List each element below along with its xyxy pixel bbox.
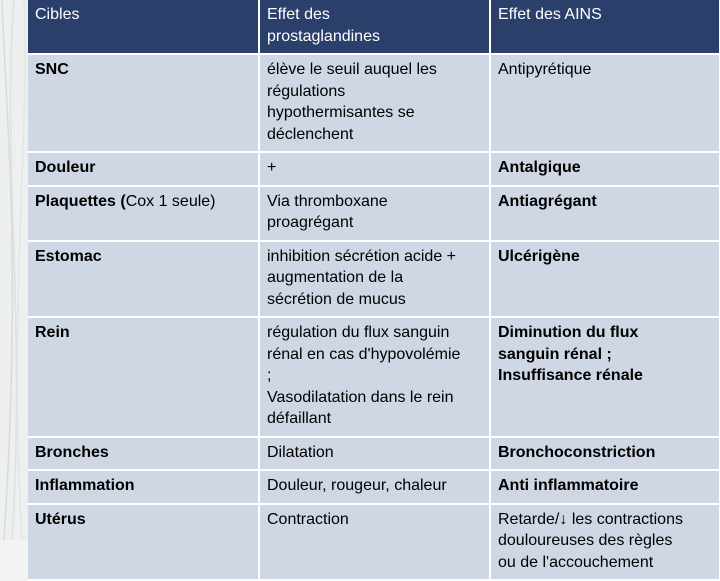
table-row: [28, 186, 720, 241]
table-row: [28, 504, 720, 581]
row-pg-effect: régulation du flux sanguin rénal en cas d'hypovolémie ; Vasodilatation dans le rein défaillant: [259, 317, 490, 437]
decorative-curves: [0, 0, 30, 540]
row-pg-effect: inhibition sécrétion acide + augmentation de la sécrétion de mucus: [259, 241, 490, 318]
row-ains-effect: Antipyrétique: [490, 54, 720, 152]
header-cibles: Cibles: [28, 0, 259, 54]
row-target: [28, 186, 259, 241]
table-row: [28, 241, 720, 318]
row-pg-effect: élève le seuil auquel les régulations hypothermisantes se déclenchent: [259, 54, 490, 152]
header-ains: Effet des AINS: [490, 0, 720, 54]
table-row: [28, 54, 720, 152]
header-prostaglandines: Effet des prostaglandines: [259, 0, 490, 54]
row-ains-effect: Antalgique: [490, 152, 720, 186]
table-row: [28, 317, 720, 437]
row-target: Estomac: [28, 241, 259, 318]
row-pg-effect: Via thromboxane proagrégant: [259, 186, 490, 241]
table-row: [28, 470, 720, 504]
row-ains-effect: Ulcérigène: [490, 241, 720, 318]
row-target: Douleur: [28, 152, 259, 186]
row-target: SNC: [28, 54, 259, 152]
row-target: Inflammation: [28, 470, 259, 504]
row-target: Utérus: [28, 504, 259, 581]
row-pg-effect: +: [259, 152, 490, 186]
table-row: [28, 437, 720, 471]
row-ains-effect: Anti inflammatoire: [490, 470, 720, 504]
row-pg-effect: Contraction: [259, 504, 490, 581]
table-header-row: [28, 0, 720, 54]
row-ains-effect: Diminution du flux sanguin rénal ; Insuffisance rénale: [490, 317, 720, 437]
row-target-bold: Plaquettes (: [35, 192, 126, 210]
row-target: Bronches: [28, 437, 259, 471]
row-pg-effect: Dilatation: [259, 437, 490, 471]
row-ains-effect: Bronchoconstriction: [490, 437, 720, 471]
nsaid-effects-table: [28, 0, 720, 581]
decorative-side-panel: [0, 0, 30, 540]
row-ains-effect: Antiagrégant: [490, 186, 720, 241]
row-pg-effect: Douleur, rougeur, chaleur: [259, 470, 490, 504]
row-target: Rein: [28, 317, 259, 437]
row-ains-effect: Retarde/↓ les contractions douloureuses des règles ou de l'accouchement: [490, 504, 720, 581]
row-target-normal: Cox 1 seule): [125, 192, 216, 210]
table-row: [28, 152, 720, 186]
